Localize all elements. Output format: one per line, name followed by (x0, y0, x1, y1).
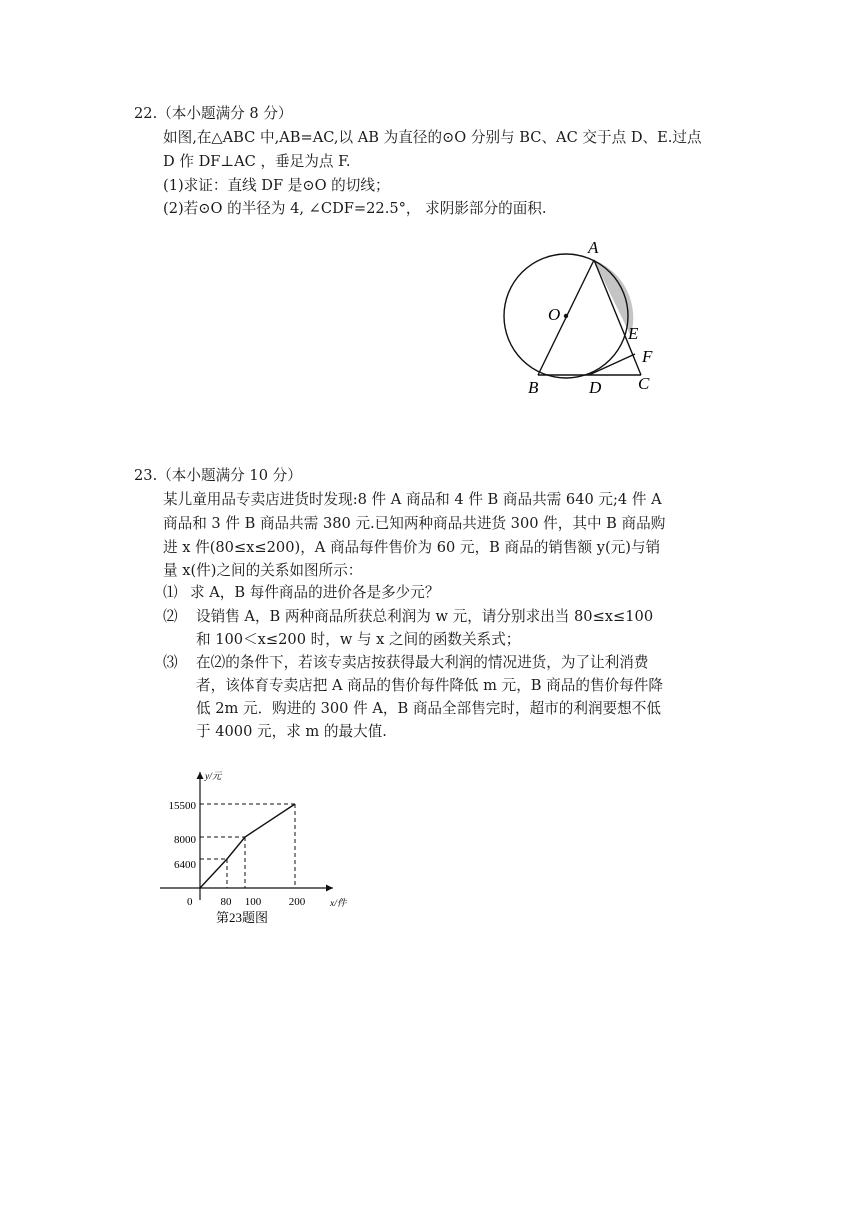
q22-geometry-figure (490, 230, 670, 400)
label-e: E (628, 324, 639, 343)
label-b: B (528, 378, 539, 397)
chart-caption: 第23题图 (216, 910, 269, 925)
q23-item-1-num: ⑴ (163, 584, 178, 601)
q22-header: 22.（本小题满分 8 分） (134, 105, 293, 122)
q23-item-2-num: ⑵ (163, 608, 178, 625)
x-tick-80: 80 (220, 896, 232, 908)
label-d: D (589, 378, 602, 397)
x-axis-label: x/件 (330, 899, 347, 909)
y-tick-6400: 6400 (174, 859, 196, 871)
q23-intro-line-1: 某儿童用品专卖店进货时发现:8 件 A 商品和 4 件 B 商品共需 640 元;4 件 A (163, 491, 662, 508)
q23-intro-line-2: 商品和 3 件 B 商品共需 380 元.已知两种商品共进货 300 件，其中 B 商品购 (163, 515, 666, 532)
y-tick-8000: 8000 (174, 834, 196, 846)
q22-part-1: (1)求证：直线 DF 是⊙O 的切线； (163, 177, 390, 194)
center-dot (564, 314, 568, 318)
q23-item-1-line-1: 求 A，B 每件商品的进价各是多少元？ (190, 584, 440, 601)
q23-item-3-line-2: 者，该体育专卖店把 A 商品的售价每件降低 m 元，B 商品的售价每件降 (196, 677, 663, 694)
q23-intro-line-4: 量 x(件)之间的关系如图所示： (163, 562, 363, 579)
q23-header: 23.（本小题满分 10 分） (134, 467, 302, 484)
y-tick-15500: 15500 (168, 800, 196, 812)
q23-item-2-line-2: 和 100＜x≤200 时，w 与 x 之间的函数关系式； (196, 631, 521, 648)
y-axis-label: y/元 (205, 772, 222, 782)
q23-item-3-num: ⑶ (163, 654, 178, 671)
q22-part-2: (2)若⊙O 的半径为 4, ∠CDF=22.5°， 求阴影部分的面积. (163, 200, 547, 217)
label-c: C (638, 374, 650, 393)
q23-item-3-line-3: 低 2m 元．购进的 300 件 A，B 商品全部售完时，超市的利润要想不低 (196, 700, 661, 717)
x-tick-100: 100 (244, 896, 262, 908)
label-o: O (548, 305, 561, 324)
q22-text-line-1: 如图,在△ABC 中,AB=AC,以 AB 为直径的⊙O 分别与 BC、AC 交于点 D、E.过点 (163, 129, 702, 146)
origin-label: 0 (187, 896, 193, 908)
q23-item-3-line-4: 于 4000 元，求 m 的最大值. (196, 723, 387, 740)
q23-item-3-line-1: 在⑵的条件下，若该专卖店按获得最大利润的情况进货，为了让利消费 (196, 654, 649, 671)
q23-intro-line-3: 进 x 件(80≤x≤200)，A 商品每件售价为 60 元，B 商品的销售额 y(元)与销 (163, 539, 661, 556)
q23-chart (155, 765, 375, 935)
sales-line (200, 804, 295, 888)
x-tick-200: 200 (288, 896, 306, 908)
q22-text-line-2: D 作 DF⊥AC ，垂足为点 F. (163, 153, 351, 170)
label-f: F (642, 347, 653, 366)
q23-item-2-line-1: 设销售 A，B 两种商品所获总利润为 w 元，请分别求出当 80≤x≤100 (196, 608, 654, 625)
label-a: A (588, 238, 599, 257)
